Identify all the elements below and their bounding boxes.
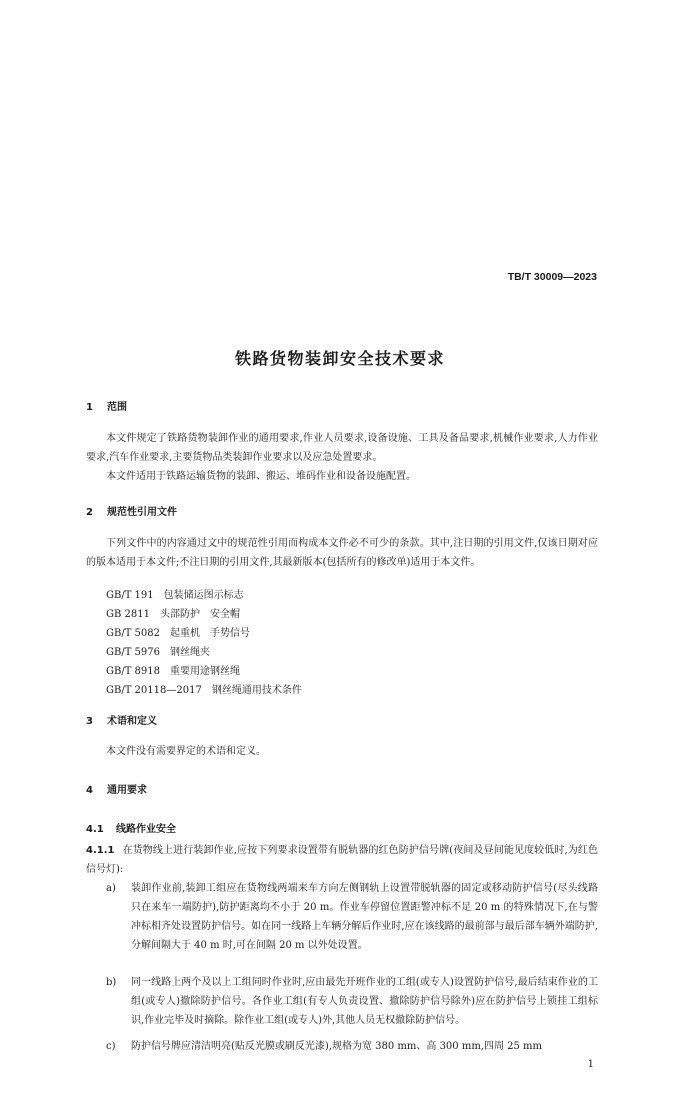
- list-item-label: a): [106, 883, 116, 894]
- section-heading-normative-references: [86, 503, 177, 518]
- reference-code: GB/T 8918: [106, 666, 161, 677]
- reference-title: 起重机 手势信号: [170, 628, 251, 639]
- document-title: 铁路货物装卸安全技术要求: [234, 349, 445, 368]
- page-number: 1: [587, 1059, 594, 1070]
- section-title: 范围: [107, 402, 127, 413]
- reference-item: [106, 605, 302, 624]
- normative-intro: [86, 534, 598, 572]
- section-title: 规范性引用文件: [107, 507, 177, 518]
- list-item-text: 同一线路上两个及以上工组同时作业时,应由最先开班作业的工组(或专人)设置防护信号,最后结束作业的工组(或专人)撤除防护信号。各作业工组(有专人负责设置、撤除防护信号除外)应在防护信号上锁挂工组标识,作业完毕及时摘除。除作业工组(或专人)外,其他人员无权撤除防护信号。: [131, 977, 598, 1026]
- reference-item: [106, 586, 302, 605]
- subsection-heading-track-safety: [86, 820, 176, 835]
- reference-title: 头部防护 安全帽: [159, 609, 240, 620]
- section-number: 1: [86, 402, 93, 413]
- subsection-title: 线路作业安全: [116, 824, 176, 835]
- reference-title: 钢丝绳夹: [170, 647, 211, 658]
- reference-item: [106, 643, 302, 662]
- list-item: [106, 1037, 598, 1056]
- paragraph: 下列文件中的内容通过文中的规范性引用而构成本文件必不可少的条款。其中,注日期的引用文件,仅该日期对应的版本适用于本文件;不注日期的引用文件,其最新版本(包括所有的修改单)适用于本文件。: [86, 538, 598, 568]
- terms-text: [86, 742, 598, 761]
- section-heading-terms: [86, 712, 157, 727]
- clause-text: 在货物线上进行装卸作业,应按下列要求设置带有脱轨器的红色防护信号牌(夜间及昼间能见度较低时,为红色信号灯):: [86, 845, 598, 875]
- list-item: [106, 973, 598, 1030]
- section-title: 术语和定义: [107, 716, 157, 727]
- list-item-text: 装卸作业前,装卸工组应在货物线两端来车方向左侧钢轨上设置带脱轨器的固定或移动防护信号(尽头线路只在来车一端防护),防护距离均不小于 20 m。作业车停留位置距警冲标不足 20 m 的特殊情况下,在与警冲标相齐处设置防护信号。如在同一线路上车辆分解后作业时,应在该线路的最前部与最后部车辆外端防护,分解间隔大于 40 m 时,可在间隔 20 m 以外处设置。: [131, 883, 598, 951]
- reference-code: GB/T 5082: [106, 628, 161, 639]
- reference-code: GB 2811: [106, 609, 150, 620]
- section-number: 2: [86, 507, 93, 518]
- reference-code: GB/T 191: [106, 590, 154, 601]
- clause-number: 4.1.1: [86, 845, 115, 856]
- reference-title: 钢丝绳通用技术条件: [211, 685, 302, 696]
- reference-title: 重要用途钢丝绳: [170, 666, 241, 677]
- list-item-text: 防护信号牌应清洁明亮(贴反光膜或刷反光漆),规格为宽 380 mm、高 300 mm,四周 25 mm: [131, 1041, 543, 1052]
- scope-text: [86, 429, 598, 486]
- subsection-number: 4.1: [86, 824, 104, 835]
- paragraph: 本文件规定了铁路货物装卸作业的通用要求,作业人员要求,设备设施、工具及备品要求,机械作业要求,人力作业要求,汽车作业要求,主要货物品类装卸作业要求以及应急处置要求。: [86, 433, 598, 463]
- section-title: 通用要求: [107, 785, 147, 796]
- section-heading-scope: [86, 398, 127, 413]
- list-item: [106, 879, 598, 955]
- clause-4-1-1: [86, 841, 598, 879]
- reference-code: GB/T 5976: [106, 647, 161, 658]
- reference-title: 包装储运图示标志: [163, 590, 244, 601]
- list-item-label: b): [106, 977, 117, 988]
- reference-item: [106, 662, 302, 681]
- section-number: 4: [86, 785, 93, 796]
- paragraph: 本文件适用于铁路运输货物的装卸、搬运、堆码作业和设备设施配置。: [106, 471, 416, 482]
- section-number: 3: [86, 716, 93, 727]
- section-heading-general-requirements: [86, 781, 147, 796]
- reference-item: [106, 624, 302, 643]
- reference-list: [106, 586, 302, 700]
- reference-code: GB/T 20118—2017: [106, 685, 202, 696]
- list-item-label: c): [106, 1041, 116, 1052]
- reference-item: [106, 681, 302, 700]
- paragraph: 本文件没有需要界定的术语和定义。: [106, 746, 266, 757]
- standard-number: TB/T 30009—2023: [507, 271, 597, 283]
